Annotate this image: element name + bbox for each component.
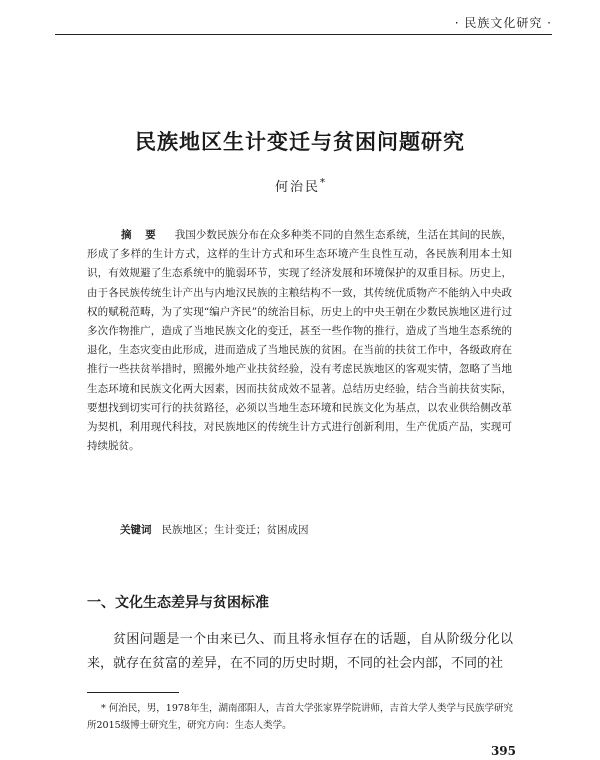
- page-number: 395: [490, 744, 516, 758]
- body-paragraph: 贫困问题是一个由来已久、而且将永恒存在的话题，自从阶级分化以来，就存在贫富的差异，在不同的历史时期，不同的社会内部，不同的社: [87, 632, 513, 671]
- author-line: [0, 176, 600, 195]
- footnote: * 何治民，男，1978年生，湖南邵阳人，吉首大学张家界学院讲师，吉首大学人类学与民族学研究所2015级博士研究生，研究方向：生态人类学。: [87, 703, 513, 731]
- abstract-text: 我国少数民族分布在众多种类不同的自然生态系统，生活在其间的民族，形成了多样的生计方式，这样的生计方式和环生态环境产生良性互动，各民族利用本土知识，有效规避了生态系统中的脆弱环节，实现了经济发展和环境保护的双重目标。历史上，由于各民族传统生计产出与内地汉民族的主粮结构不一致，其传统优质物产不能纳入中央政权的赋税范畴，为了实现“编户齐民”的统治目标，历史上的中央王朝在少数民族地区进行过多次作物推广，造成了当地民族文化的变迁，甚至一些作物的推行，造成了当地生态系统的退化，生态灾变由此形成，进而造成了当地民族的贫困。在当前的扶贫工作中，各级政府在推行一些扶贫举措时，照搬外地产业扶贫经验，没有考虑民族地区的客观实情，忽略了当地生态环境和民族文化两大因素，因而扶贫成效不显著。总结历史经验，结合当前扶贫实际，要想找到切实可行的扶贫路径，必须以当地生态环境和民族文化为基点，以农业供给侧改革为契机，利用现代科技，对民族地区的传统生计方式进行创新利用，生产优质产品，实现可持续脱贫。: [87, 229, 513, 453]
- author-name: 何治民: [274, 180, 320, 195]
- header-rule: [55, 34, 552, 35]
- abstract: [87, 226, 512, 456]
- keywords-label: 关键词: [120, 524, 152, 536]
- running-head: · 民族文化研究 ·: [454, 16, 552, 30]
- article-title: 民族地区生计变迁与贫困问题研究: [135, 130, 465, 154]
- keywords: [120, 522, 309, 537]
- footnote-rule: [87, 692, 179, 693]
- keywords-text: 民族地区；生计变迁；贫困成因: [161, 524, 309, 536]
- section-heading: 一、文化生态差异与贫困标准: [87, 595, 269, 611]
- author-footnote-mark: *: [320, 177, 325, 189]
- abstract-label: 摘 要: [121, 229, 161, 241]
